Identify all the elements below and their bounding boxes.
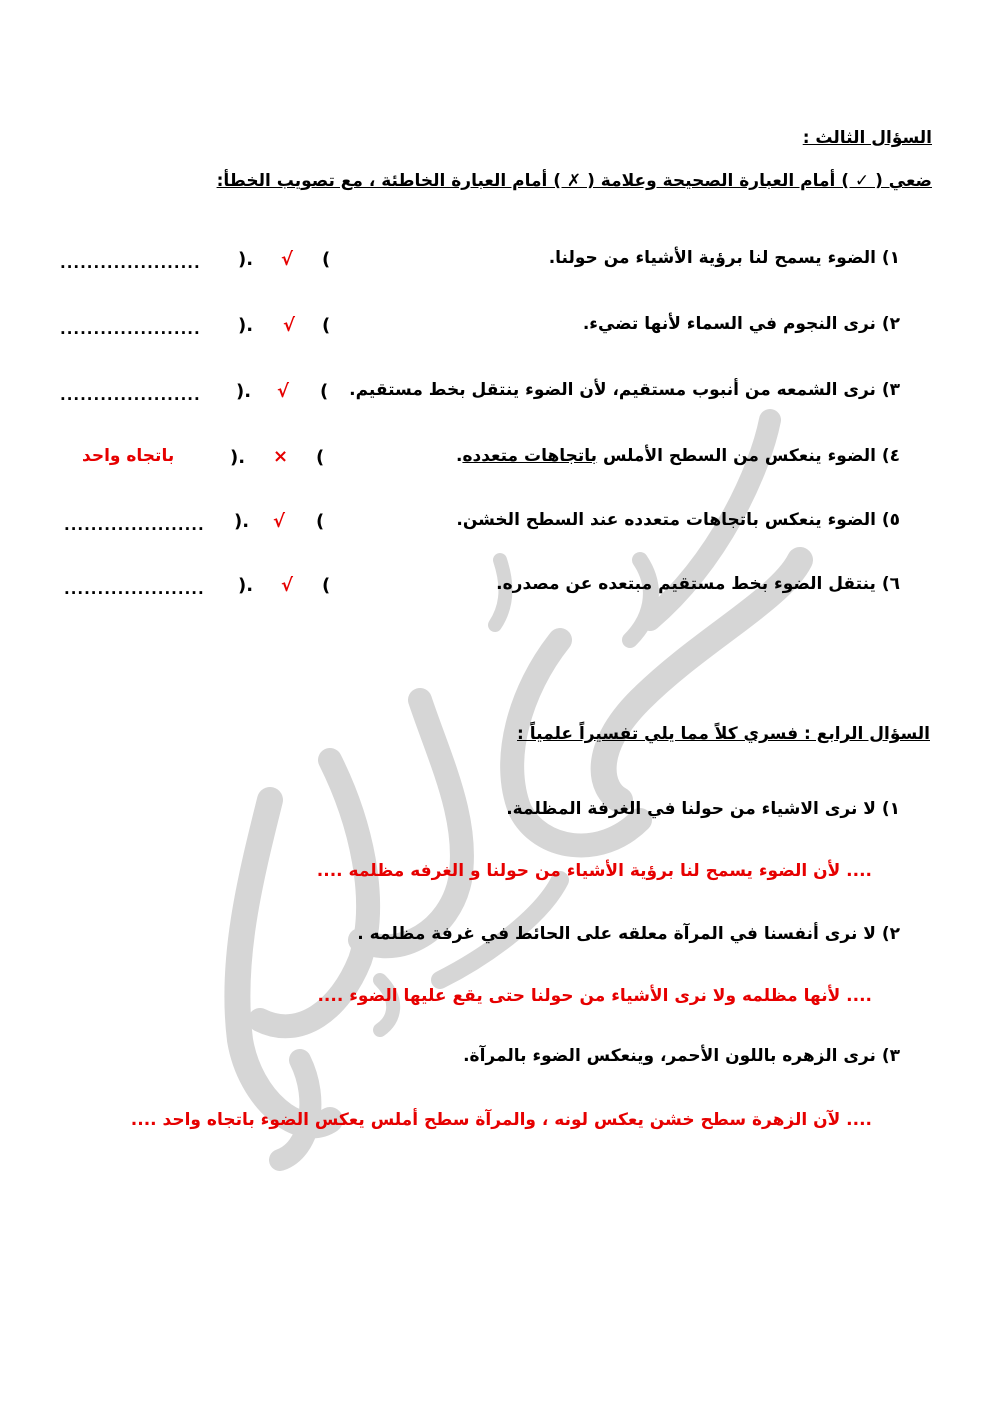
- q3-item-1-open-paren: (: [322, 249, 331, 270]
- q3-item-2-correction: .....................: [60, 320, 201, 338]
- q3-item-2-text: ٢) نرى النجوم في السماء لأنها تضيء.: [582, 314, 900, 334]
- q3-item-3-mark: √: [277, 381, 290, 402]
- q3-item-5-text: ٥) الضوء ينعكس باتجاهات متعدده عند السطح الخشن.: [456, 510, 900, 530]
- q3-item-6-correction: .....................: [64, 580, 205, 598]
- q3-item-3-open-paren: (: [320, 381, 329, 402]
- q4-item-3-question: ٣) نرى الزهره باللون الأحمر، وينعكس الضوء بالمرآة.: [463, 1046, 900, 1066]
- q3-item-2-open-paren: (: [322, 315, 331, 336]
- q3-item-4-close-paren: ).: [230, 447, 246, 468]
- q3-item-3-correction: .....................: [60, 386, 201, 404]
- q3-item-1-text: ١) الضوء يسمح لنا برؤية الأشياء من حولنا.: [548, 248, 900, 268]
- q3-item-4-underlined-phrase: باتجاهات متعدده: [462, 446, 598, 466]
- q3-item-2-close-paren: ).: [238, 315, 254, 336]
- q4-item-2-question: ٢) لا نرى أنفسنا في المرآة معلقه على الحائط في غرفة مظلمه .: [357, 924, 900, 944]
- q4-item-1-question: ١) لا نرى الاشياء من حولنا في الغرفة المظلمة.: [506, 799, 900, 819]
- q3-item-6-close-paren: ).: [238, 575, 254, 596]
- q3-item-6-text: ٦) ينتقل الضوء بخط مستقيم مبتعده عن مصدره.: [496, 574, 900, 594]
- q4-item-3-answer: .... لآن الزهرة سطح خشن يعكس لونه ، والمرآة سطح أملس يعكس الضوء باتجاه واحد ....: [130, 1110, 872, 1130]
- q3-item-5-close-paren: ).: [234, 511, 250, 532]
- q3-item-3-text: ٣) نرى الشمعه من أنبوب مستقيم، لأن الضوء ينتقل بخط مستقيم.: [349, 380, 900, 400]
- q3-item-4-correction: باتجاه واحد: [82, 446, 175, 466]
- q3-item-2-mark: √: [283, 315, 296, 336]
- q3-item-1-close-paren: ).: [238, 249, 254, 270]
- q3-item-6-mark: √: [281, 575, 294, 596]
- q3-title: السؤال الثالث :: [802, 128, 932, 148]
- q4-item-2-answer: .... لأنها مظلمه ولا نرى الأشياء من حولنا حتى يقع عليها الضوء ....: [317, 986, 872, 1006]
- q3-item-1-correction: .....................: [60, 254, 201, 272]
- q3-item-4-open-paren: (: [316, 447, 325, 468]
- q4-item-1-answer: .... لأن الضوء يسمح لنا برؤية الأشياء من حولنا و الغرفه مظلمه ....: [316, 861, 872, 881]
- q3-item-3-close-paren: ).: [236, 381, 252, 402]
- q3-item-5-mark: √: [273, 511, 286, 532]
- q3-item-4-text: [456, 446, 900, 466]
- q3-item-6-open-paren: (: [322, 575, 331, 596]
- q3-instruction: ضعي ( ✓ ) أمام العبارة الصحيحة وعلامة ( ✗ ) أمام العبارة الخاطئة ، مع تصويب الخطأ:: [216, 171, 932, 191]
- q3-item-5-open-paren: (: [316, 511, 325, 532]
- q4-title: السؤال الرابع : فسري كلاً مما يلي تفسيراً علمياً :: [517, 724, 930, 744]
- q3-item-5-correction: .....................: [64, 516, 205, 534]
- q3-item-4-text-before: ٤) الضوء ينعكس من السطح الأملس: [597, 446, 900, 466]
- q3-item-4-text-after: .: [455, 446, 463, 466]
- q3-item-4-mark: ×: [273, 446, 289, 467]
- q3-item-1-mark: √: [281, 249, 294, 270]
